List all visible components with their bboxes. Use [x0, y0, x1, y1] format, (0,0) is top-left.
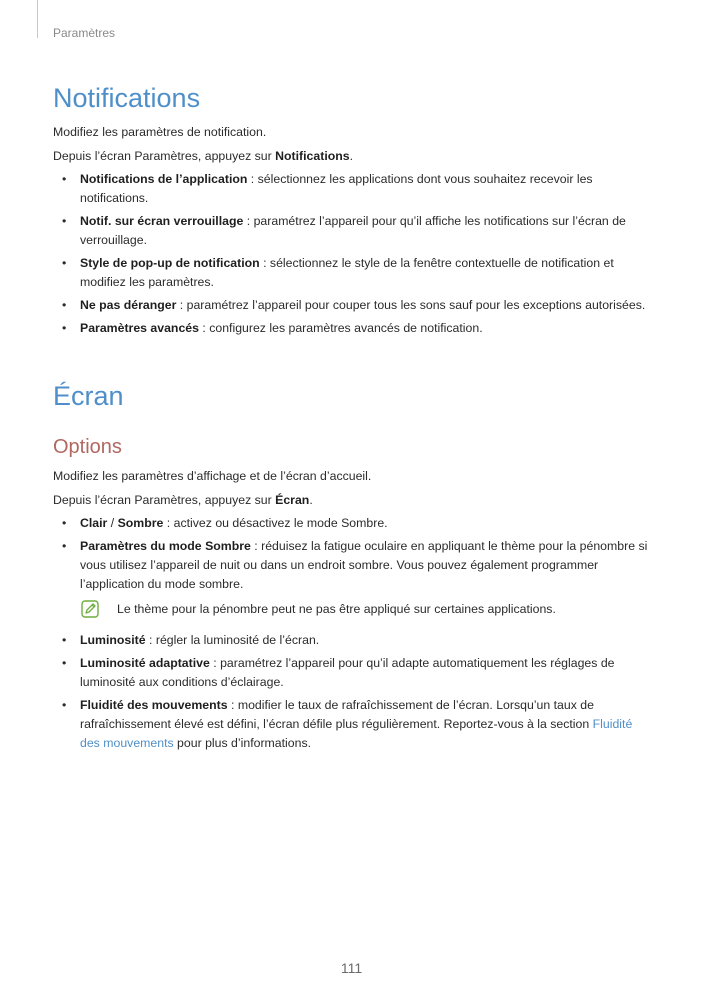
path-suffix: . — [309, 493, 313, 507]
item-separator: / — [107, 516, 118, 530]
fluidite-link[interactable]: Fluidité des mouvements — [80, 717, 633, 750]
list-item — [53, 537, 653, 594]
item-desc: : paramétrez l’appareil pour qu’il affiche les notifications sur l’écran de verrouillage. — [80, 214, 626, 247]
item-term: Notif. sur écran verrouillage — [80, 214, 244, 228]
list-item — [53, 254, 653, 292]
item-term: Sombre — [117, 516, 164, 530]
item-term: Notifications de l’application — [80, 172, 248, 186]
path-prefix: Depuis l’écran Paramètres, appuyez sur — [53, 149, 276, 163]
list-item — [53, 319, 653, 338]
path-target: Notifications — [275, 149, 350, 163]
list-item — [53, 631, 653, 650]
list-item — [53, 654, 653, 692]
ecran-options-list — [53, 514, 653, 594]
item-term: Luminosité — [80, 633, 146, 647]
item-desc: : modifier le taux de rafraîchissement de l’écran. Lorsqu’un taux de rafraîchissement élevé est défini, l’écran défile plus régulièrement. Reportez-vous à la section — [80, 698, 594, 731]
note-box — [53, 600, 653, 619]
item-desc: : activez ou désactivez le mode Sombre. — [163, 516, 388, 530]
item-desc: : sélectionnez les applications dont vous souhaitez recevoir les notifications. — [80, 172, 593, 205]
item-desc-after: pour plus d’informations. — [173, 736, 312, 750]
item-desc: : régler la luminosité de l’écran. — [145, 633, 320, 647]
item-desc: : sélectionnez le style de la fenêtre contextuelle de notification et modifiez les paramètres. — [80, 256, 614, 289]
item-term: Paramètres avancés — [80, 321, 199, 335]
ecran-path — [53, 488, 653, 512]
ecran-intro: Modifiez les paramètres d’affichage et de l’écran d’accueil. — [53, 469, 372, 483]
notifications-path — [53, 144, 653, 168]
notifications-options-list — [53, 170, 653, 338]
section-title-notifications: Notifications — [53, 83, 201, 113]
path-prefix: Depuis l’écran Paramètres, appuyez sur — [53, 493, 276, 507]
subsection-title-options: Options — [53, 436, 122, 458]
item-desc: : configurez les paramètres avancés de notification. — [198, 321, 483, 335]
path-suffix: . — [349, 149, 354, 163]
list-item — [53, 514, 653, 533]
list-item — [53, 170, 653, 208]
item-desc: : paramétrez l’appareil pour couper tous les sons sauf pour les exceptions autorisées. — [176, 298, 646, 312]
page-content — [53, 82, 653, 757]
item-desc: : réduisez la fatigue oculaire en appliquant le thème pour la pénombre si vous utilisez l’appareil de nuit ou dans un endroit sombre. Vous pouvez également programmer l’application du mode sombre. — [80, 539, 648, 591]
item-term: Clair — [80, 516, 108, 530]
list-item — [53, 296, 653, 315]
section-title-ecran: Écran — [53, 381, 124, 411]
list-item — [53, 212, 653, 250]
item-term: Style de pop-up de notification — [80, 256, 260, 270]
item-desc: : paramétrez l’appareil pour qu’il adapte automatiquement les réglages de luminosité aux conditions d’éclairage. — [80, 656, 615, 689]
note-text: Le thème pour la pénombre peut ne pas être appliqué sur certaines applications. — [117, 602, 556, 616]
running-header: Paramètres — [53, 26, 116, 40]
page-number: 111 — [340, 960, 363, 976]
item-term: Ne pas déranger — [80, 298, 177, 312]
item-term: Luminosité adaptative — [80, 656, 210, 670]
margin-rule — [37, 0, 38, 38]
item-term: Paramètres du mode Sombre — [80, 539, 251, 553]
path-target: Écran — [275, 493, 310, 507]
notifications-intro: Modifiez les paramètres de notification. — [53, 125, 267, 139]
list-item — [53, 696, 653, 753]
item-term: Fluidité des mouvements — [80, 698, 228, 712]
note-pencil-icon — [81, 600, 99, 618]
ecran-options-list-continued — [53, 631, 653, 753]
